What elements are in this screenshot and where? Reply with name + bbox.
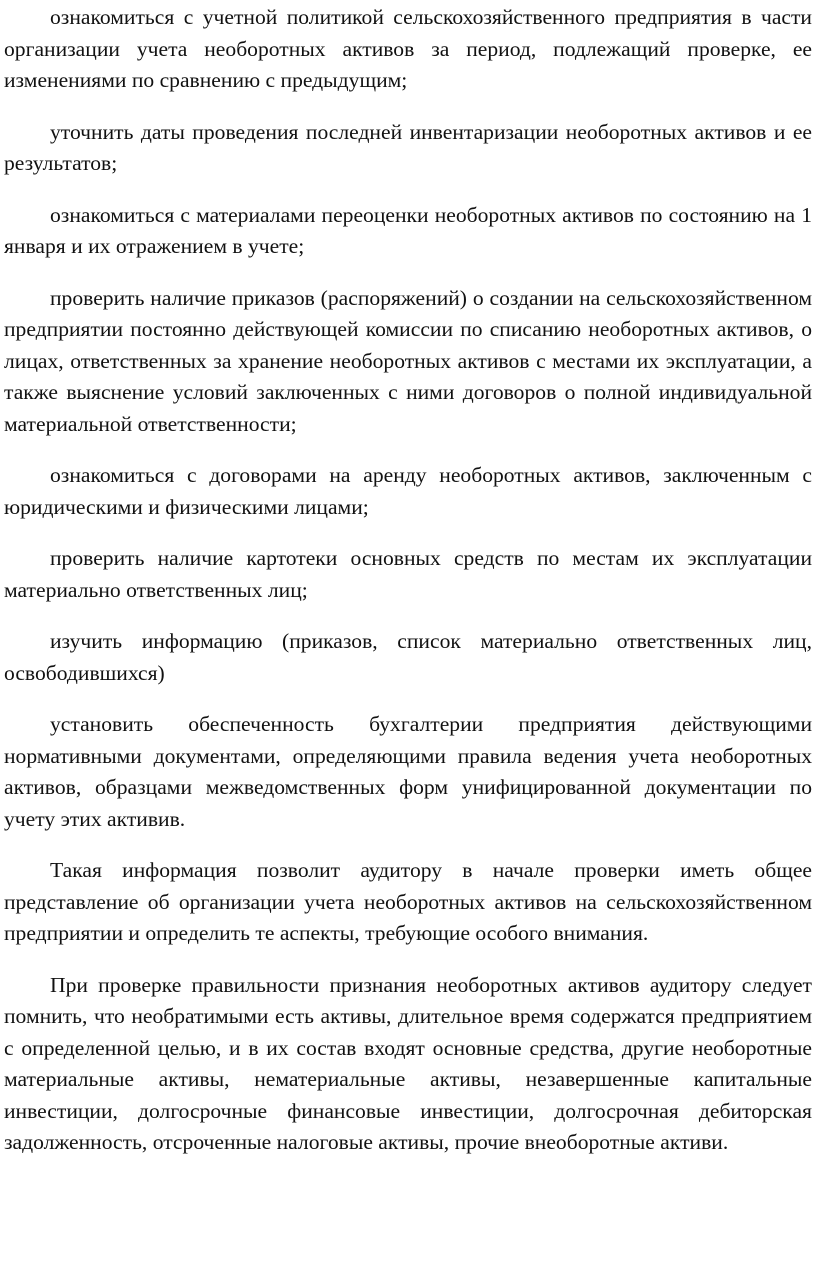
paragraph-8: установить обеспеченность бухгалтерии предприятия действующими нормативными документами, определяющими правила ведения учета необоротных активов, образцами межведомственных форм унифицированной документации по учету этих активив. bbox=[4, 712, 812, 831]
paragraph-1: ознакомиться с учетной политикой сельскохозяйственного предприятия в части организации учета необоротных активов за период, подлежащий проверке, ее изменениями по сравнению с предыдущим; bbox=[4, 5, 812, 92]
paragraph-10: При проверке правильности признания необоротных активов аудитору следует помнить, что необратимыми есть активы, длительное время содержатся предприятием с определенной целью, и в их состав входят основные средства, другие необоротные материальные активы, нематериальные активы, незавершенные капитальные инвестиции, долгосрочные финансовые инвестиции, долгосрочная дебиторская задолженность, отсроченные налоговые активы, прочие внеоборотные активи. bbox=[4, 972, 812, 1154]
paragraph-3: ознакомиться с материалами переоценки необоротных активов по состоянию на 1 января и их отражением в учете; bbox=[4, 202, 812, 258]
paragraph-6: проверить наличие картотеки основных средств по местам их эксплуатации материально ответственных лиц; bbox=[4, 546, 812, 602]
paragraph-7: изучить информацию (приказов, список материально ответственных лиц, освободившихся) bbox=[4, 629, 812, 685]
paragraph-2: уточнить даты проведения последней инвентаризации необоротных активов и ее результатов; bbox=[4, 119, 812, 175]
paragraph-4: проверить наличие приказов (распоряжений) о создании на сельскохозяйственном предприятии постоянно действующей комиссии по списанию необоротных активов, о лицах, ответственных за хранение необоротных активов с местами их эксплуатации, а также выяснение условий заключенных с ними договоров о полной индивидуальной материальной ответственности; bbox=[4, 285, 812, 436]
paragraph-9: Такая информация позволит аудитору в начале проверки иметь общее представление об организации учета необоротных активов на сельскохозяйственном предприятии и определить те аспекты, требующие особого внимания. bbox=[4, 858, 812, 945]
paragraph-5: ознакомиться с договорами на аренду необоротных активов, заключенным с юридическими и физическими лицами; bbox=[4, 463, 812, 519]
document-page bbox=[4, 2, 812, 1179]
